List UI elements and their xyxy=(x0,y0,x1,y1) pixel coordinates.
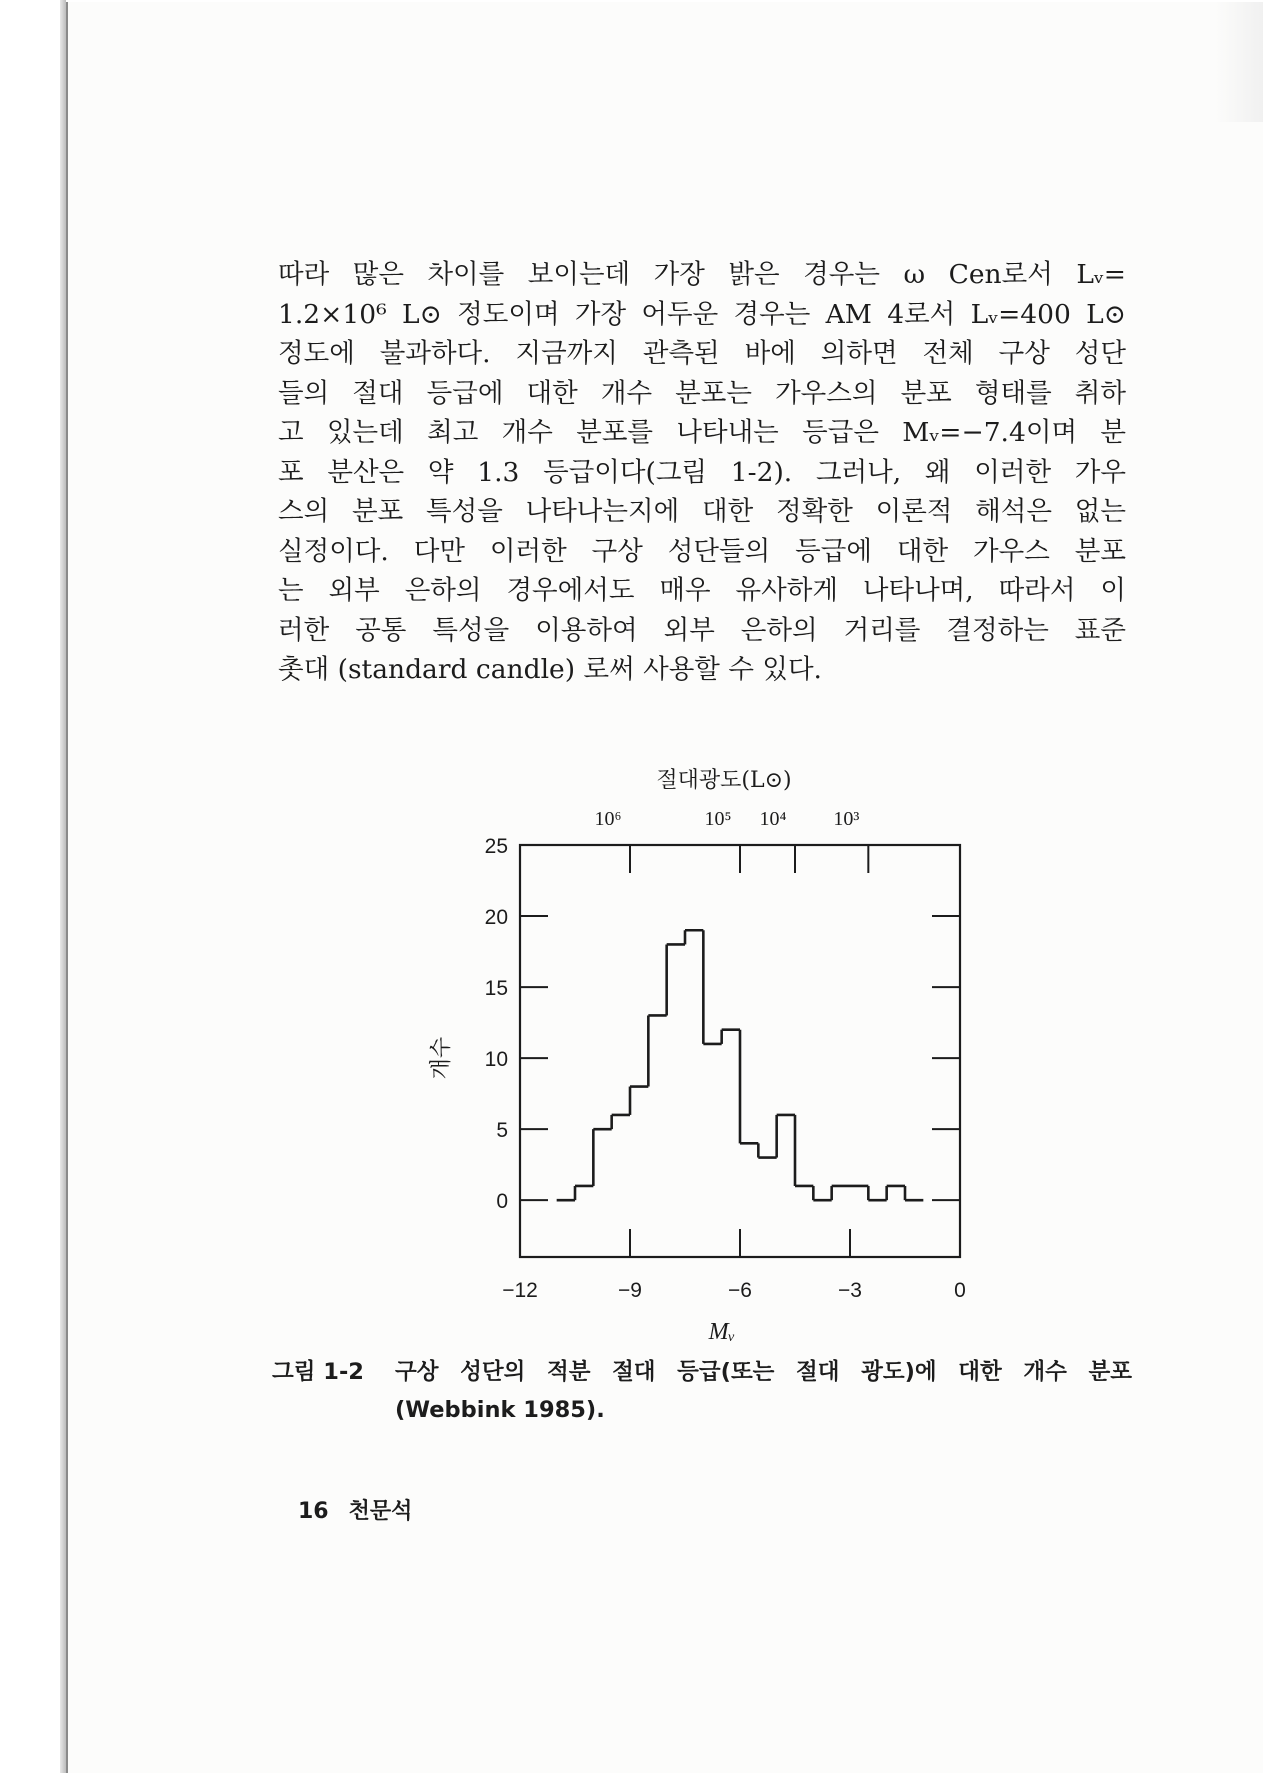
page-corner xyxy=(1215,2,1263,122)
x-tick-label: −6 xyxy=(728,1279,752,1302)
y-tick-label: 20 xyxy=(484,906,508,930)
y-tick-label: 10 xyxy=(484,1048,508,1072)
y-tick-label: 25 xyxy=(484,835,508,858)
body-line: 러한 공통 특성을 이용하여 외부 은하의 거리를 결정하는 표준 xyxy=(278,614,1126,646)
top-tick-label: 10⁴ xyxy=(759,808,787,830)
body-paragraph xyxy=(278,255,1126,690)
body-line: 정도에 불과하다. 지금까지 관측된 바에 의하면 전체 구상 성단 xyxy=(278,338,1126,369)
running-title: 천문석 xyxy=(348,1499,413,1524)
body-line: 촛대 (standard candle) 로써 사용할 수 있다. xyxy=(278,654,822,685)
body-line: 들의 절대 등급에 대한 개수 분포는 가우스의 분포 형태를 취하 xyxy=(278,377,1126,409)
x-tick-label: 0 xyxy=(954,1279,966,1302)
top-tick-label: 10³ xyxy=(833,808,860,830)
top-tick-label: 10⁵ xyxy=(704,808,732,830)
y-tick-label: 15 xyxy=(484,977,508,1001)
x-axis-label: Mᵥ xyxy=(708,1319,736,1345)
x-tick-label: −3 xyxy=(838,1279,862,1302)
body-line: 1.2×10⁶ L⊙ 정도이며 가장 어두운 경우는 AM 4로서 Lᵥ=400 L⊙ xyxy=(278,298,1126,330)
y-tick-label: 5 xyxy=(496,1119,508,1143)
body-line: 포 분산은 약 1.3 등급이다(그림 1-2). 그러나, 왜 이러한 가우 xyxy=(278,456,1126,488)
figure-caption xyxy=(272,1353,1132,1429)
y-axis-label: 개수 xyxy=(429,1036,454,1080)
caption-text: 구상 성단의 적분 절대 등급(또는 절대 광도)에 대한 개수 분포 xyxy=(395,1359,1132,1385)
body-line: 실정이다. 다만 이러한 구상 성단들의 등급에 대한 가우스 분포 xyxy=(278,535,1126,567)
x-tick-label: −12 xyxy=(502,1279,538,1302)
top-axis-label: 절대광도(L⊙) xyxy=(656,768,792,793)
body-line: 는 외부 은하의 경우에서도 매우 유사하게 나타나며, 따라서 이 xyxy=(278,575,1126,606)
y-tick-label: 0 xyxy=(496,1190,508,1214)
top-tick-label: 10⁶ xyxy=(594,808,622,830)
caption-source: (Webbink 1985). xyxy=(395,1397,605,1423)
page-footer xyxy=(298,1494,432,1525)
body-line: 따라 많은 차이를 보이는데 가장 밝은 경우는 ω Cen로서 Lᵥ= xyxy=(278,259,1126,290)
caption-number: 그림 1-2 xyxy=(272,1359,364,1385)
body-line: 고 있는데 최고 개수 분포를 나타내는 등급은 Mᵥ=−7.4이며 분 xyxy=(278,417,1126,448)
body-line: 스의 분포 특성을 나타나는지에 대한 정확한 이론적 해석은 없는 xyxy=(278,496,1126,527)
x-tick-label: −9 xyxy=(618,1279,642,1302)
page-number: 16 xyxy=(298,1499,329,1524)
